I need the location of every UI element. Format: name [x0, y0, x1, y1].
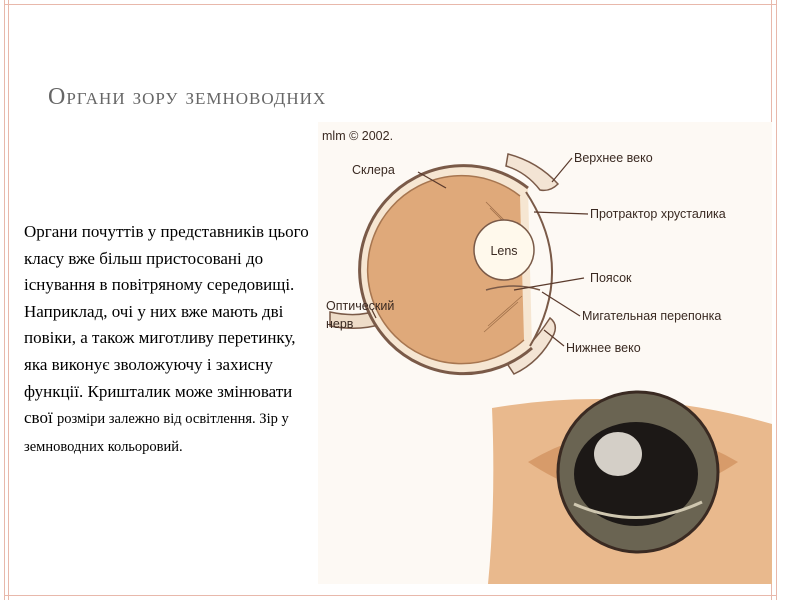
frame-line-bottom [4, 595, 777, 596]
slide-paragraph [24, 219, 316, 460]
label-lower-lid: Нижнее веко [566, 341, 641, 355]
label-optic-nerve-line1: Оптический [326, 299, 395, 313]
lens-label: Lens [490, 244, 518, 258]
paragraph-main-text: Органи почуттів у представників цього класу вже більш пристосовані до існування в повітряному середовищі. Наприклад, очі у них вже мають дві повіки, а також миготливу перетинку, яка виконує зволожуючу і захисну функції. Кришталик може змінювати свої [24, 222, 309, 428]
eye-figure-svg [318, 122, 772, 584]
label-sclera: Склера [352, 163, 395, 177]
label-protractor: Протрактор хрусталика [590, 207, 726, 221]
frog-eye-photo [488, 392, 772, 584]
label-optic-nerve-line2: нерв [326, 317, 354, 331]
frame-line-left-inner [8, 0, 9, 600]
label-nictitating: Мигательная перепонка [582, 309, 722, 323]
slide-title: Органи зору земноводних [48, 84, 327, 110]
frame-line-top [4, 4, 777, 5]
frame-line-left-outer [4, 0, 5, 600]
figure-signature: mlm © 2002. [322, 129, 394, 143]
frame-line-right-outer [776, 0, 777, 600]
label-zonule: Поясок [590, 271, 632, 285]
paragraph-small-text: розміри залежно від освітлення. Зір у земноводних кольоровий. [24, 411, 289, 455]
eye-highlight [594, 432, 642, 476]
label-upper-lid: Верхнее веко [574, 151, 653, 165]
eye-figure [318, 122, 772, 584]
